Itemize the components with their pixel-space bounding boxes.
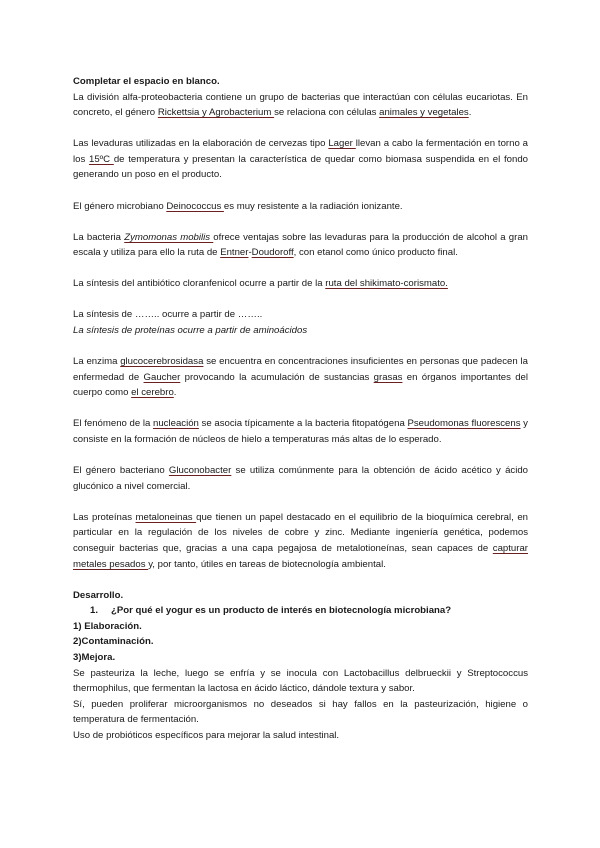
paragraph-gluconobacter bbox=[73, 463, 528, 494]
answer-pseudomonas: Pseudomonas fluorescens bbox=[407, 418, 521, 430]
answer-15c: 15ºC bbox=[88, 153, 114, 165]
text: . bbox=[468, 107, 472, 119]
text: El género bacteriano bbox=[73, 465, 169, 477]
text: y, por tanto, útiles en tareas de biotecnología ambiental. bbox=[148, 558, 386, 570]
answer-contaminacion: Sí, pueden proliferar microorganismos no deseados si hay fallos en la pasteurización, higiene o temperatura de fermentación. bbox=[73, 698, 528, 726]
text: se asocia típicamente a la bacteria fitopatógena bbox=[198, 418, 408, 430]
text: La enzima bbox=[73, 356, 121, 368]
answer-mejora: Uso de probióticos específicos para mejorar la salud intestinal. bbox=[73, 730, 340, 741]
answer-lager: Lager bbox=[328, 138, 356, 150]
answer-zymomonas: Zymomonas mobilis bbox=[124, 231, 214, 243]
paragraph-sintesis-template: La síntesis de …….. ocurre a partir de …….. bbox=[73, 309, 263, 321]
paragraph-glucocerebrosidasa bbox=[73, 354, 528, 401]
answer-doudoroff: Doudoroff bbox=[251, 247, 294, 259]
paragraph-levaduras bbox=[73, 136, 528, 183]
answer-elaboracion: Se pasteuriza la leche, luego se enfría y se inocula con Lactobacillus delbrueckii y Streptococcus thermophilus, que fermentan la lactosa en ácido láctico, dándole textura y sabor. bbox=[73, 667, 528, 695]
question-1 bbox=[73, 603, 528, 619]
question-number: 1. bbox=[90, 605, 99, 617]
paragraph-alfa-proteobacteria bbox=[73, 90, 528, 121]
answer-gaucher: Gaucher bbox=[143, 371, 181, 383]
text: . bbox=[173, 387, 177, 399]
text: El fenómeno de la bbox=[73, 418, 154, 430]
heading-mejora: 3)Mejora. bbox=[73, 652, 116, 664]
text: ofrece ventajas sobre las levaduras para la producción de alcohol a gran escala y utiliza para ello la ruta de bbox=[73, 231, 528, 259]
answer-rickettsia: Rickettsia y Agrobacterium bbox=[157, 107, 275, 119]
text: en órganos importantes del cuerpo como bbox=[73, 371, 528, 399]
answer-deinococcus: Deinococcus bbox=[166, 200, 224, 212]
answer-animales-vegetales: animales y vegetales bbox=[379, 107, 469, 119]
text: La bacteria bbox=[73, 231, 125, 243]
answer-entner: Entner bbox=[220, 247, 249, 259]
answer-cerebro: el cerebro bbox=[131, 387, 174, 399]
text: Las levaduras utilizadas en la elaboración de cervezas tipo bbox=[73, 138, 329, 150]
answer-shikimato: ruta del shikimato-corismato. bbox=[325, 278, 448, 290]
answer-gluconobacter: Gluconobacter bbox=[168, 465, 232, 477]
text: se utiliza comúnmente para la obtención de ácido acético y ácido glucónico a nivel comercial. bbox=[73, 465, 528, 492]
text: se encuentra en concentraciones insuficientes en personas que padecen la enfermedad de bbox=[73, 356, 528, 383]
paragraph-nucleacion bbox=[73, 416, 528, 447]
heading-elaboracion: 1) Elaboración. bbox=[73, 620, 142, 632]
text: Las proteínas bbox=[73, 511, 136, 523]
development-section-title: Desarrollo. bbox=[73, 589, 124, 601]
text: La síntesis del antibiótico cloranfenicol ocurre a partir de la bbox=[73, 278, 326, 290]
text: El género microbiano bbox=[73, 200, 167, 212]
text: que tienen un papel destacado en el equilibrio de la bioquímica cerebral, en particular en la regulación de los niveles de cobre y zinc. Mediante ingeniería genética, podemos conseguir bacterias que, gracias a una capa pegajosa de metalotioneínas, sean capaces de bbox=[73, 511, 528, 554]
text: y consiste en la formación de núcleos de hielo a temperaturas más altas de lo esperado. bbox=[73, 418, 528, 445]
text: se relaciona con células bbox=[274, 107, 380, 119]
paragraph-metaloneinas bbox=[73, 510, 528, 572]
answer-grasas: grasas bbox=[373, 371, 403, 383]
paragraph-sintesis-answer: La síntesis de proteínas ocurre a partir de aminoácidos bbox=[73, 325, 308, 337]
fill-section-title: Completar el espacio en blanco. bbox=[73, 76, 220, 87]
paragraph-cloranfenicol bbox=[73, 276, 528, 292]
document-body bbox=[73, 74, 528, 744]
text: La división alfa-proteobacteria contiene un grupo de bacterias que interactúan con células eucariotas. En concreto, el género bbox=[73, 91, 528, 119]
text: es muy resistente a la radiación ionizante. bbox=[223, 200, 403, 212]
text: , con etanol como único producto final. bbox=[293, 247, 458, 259]
answer-glucocerebrosidasa: glucocerebrosidasa bbox=[120, 356, 204, 368]
text: provocando la acumulación de sustancias bbox=[180, 371, 374, 383]
heading-contaminacion: 2)Contaminación. bbox=[73, 636, 154, 648]
question-text: ¿Por qué el yogur es un producto de interés en biotecnología microbiana? bbox=[111, 605, 452, 617]
text: de temperatura y presentan la característica de quedar como biomasa suspendida en el fondo generando un poso en el producto. bbox=[73, 153, 528, 181]
answer-metales-pesados: capturar metales pesados bbox=[73, 542, 528, 570]
text: llevan a cabo la fermentación en torno a los bbox=[73, 138, 529, 165]
text: - bbox=[248, 247, 252, 259]
answer-metaloneinas: metaloneinas bbox=[135, 511, 197, 523]
answer-nucleacion: nucleación bbox=[153, 418, 199, 430]
paragraph-deinococcus bbox=[73, 199, 528, 215]
paragraph-zymomonas bbox=[73, 230, 528, 261]
